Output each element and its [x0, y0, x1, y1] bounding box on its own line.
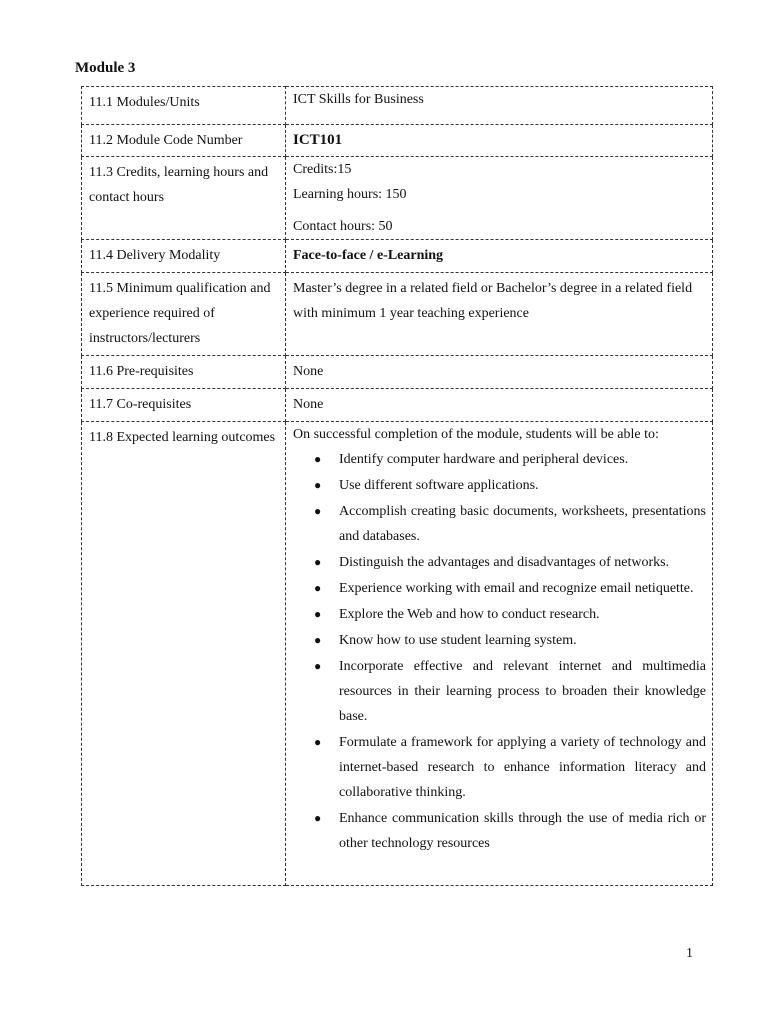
module-spec-table: [81, 86, 713, 886]
row-label-delivery-modality: 11.4 Delivery Modality: [82, 240, 286, 273]
bullet-icon: ●: [314, 504, 322, 518]
row-label-co-requisites: 11.7 Co-requisites: [82, 389, 286, 422]
outcome-text: Experience working with email and recognize email netiquette.: [339, 581, 694, 596]
module-title: Module 3: [75, 60, 136, 76]
table-row: [82, 422, 713, 886]
row-label-pre-requisites: 11.6 Pre-requisites: [82, 356, 286, 389]
list-item: [293, 628, 706, 653]
row-label-modules-units: 11.1 Modules/Units: [82, 87, 286, 125]
outcomes-list: [293, 447, 706, 856]
bullet-icon: ●: [314, 452, 322, 466]
bullet-icon: ●: [314, 633, 322, 647]
bullet-icon: ●: [314, 581, 322, 595]
row-value-minimum-qualification: Master’s degree in a related field or Bachelor’s degree in a related field with minimum 1 year teaching experience: [286, 273, 713, 356]
row-label-minimum-qualification: 11.5 Minimum qualification and experience required of instructors/lecturers: [82, 273, 286, 356]
table-row: [82, 389, 713, 422]
page-number: 1: [686, 946, 693, 961]
table-row: [82, 87, 713, 125]
outcome-text: Accomplish creating basic documents, worksheets, presentations and databases.: [339, 504, 706, 544]
outcome-text: Formulate a framework for applying a variety of technology and internet-based research to enhance information literacy and collaborative thinking.: [339, 735, 706, 800]
table-row: [82, 125, 713, 157]
row-label-module-code: 11.2 Module Code Number: [82, 125, 286, 157]
table-row: [82, 356, 713, 389]
list-item: [293, 550, 706, 575]
list-item: [293, 499, 706, 549]
row-value-learning-outcomes: [286, 422, 713, 886]
table-row: [82, 273, 713, 356]
table-row: [82, 157, 713, 240]
bullet-icon: ●: [314, 735, 322, 749]
outcome-text: Incorporate effective and relevant internet and multimedia resources in their learning process to broaden their knowledge base.: [339, 659, 706, 724]
list-item: [293, 806, 706, 856]
outcome-text: Distinguish the advantages and disadvantages of networks.: [339, 555, 670, 570]
row-value-delivery-modality: Face-to-face / e-Learning: [286, 240, 713, 273]
list-item: [293, 473, 706, 498]
table-row: [82, 240, 713, 273]
list-item: [293, 576, 706, 601]
bullet-icon: ●: [314, 555, 322, 569]
bullet-icon: ●: [314, 811, 322, 825]
row-label-learning-outcomes: 11.8 Expected learning outcomes: [82, 422, 286, 886]
list-item: [293, 447, 706, 472]
bullet-icon: ●: [314, 478, 322, 492]
row-value-pre-requisites: None: [286, 356, 713, 389]
row-value-module-code: ICT101: [286, 125, 713, 157]
credits-value: Credits:15: [293, 162, 352, 177]
outcomes-intro: On successful completion of the module, students will be able to:: [293, 427, 659, 442]
learning-hours-value: Learning hours: 150: [293, 187, 407, 202]
list-item: [293, 602, 706, 627]
bullet-icon: ●: [314, 607, 322, 621]
row-value-modules-units: ICT Skills for Business: [286, 87, 713, 125]
list-item: [293, 654, 706, 729]
contact-hours-value: Contact hours: 50: [293, 219, 393, 234]
row-label-credits-hours: 11.3 Credits, learning hours and contact hours: [82, 157, 286, 240]
list-item: [293, 730, 706, 805]
outcome-text: Use different software applications.: [339, 478, 539, 493]
bullet-icon: ●: [314, 659, 322, 673]
outcome-text: Know how to use student learning system.: [339, 633, 577, 648]
outcome-text: Enhance communication skills through the use of media rich or other technology resources: [339, 811, 706, 851]
outcome-text: Identify computer hardware and peripheral devices.: [339, 452, 629, 467]
row-value-credits-hours: [286, 157, 713, 240]
outcome-text: Explore the Web and how to conduct research.: [339, 607, 600, 622]
row-value-co-requisites: None: [286, 389, 713, 422]
